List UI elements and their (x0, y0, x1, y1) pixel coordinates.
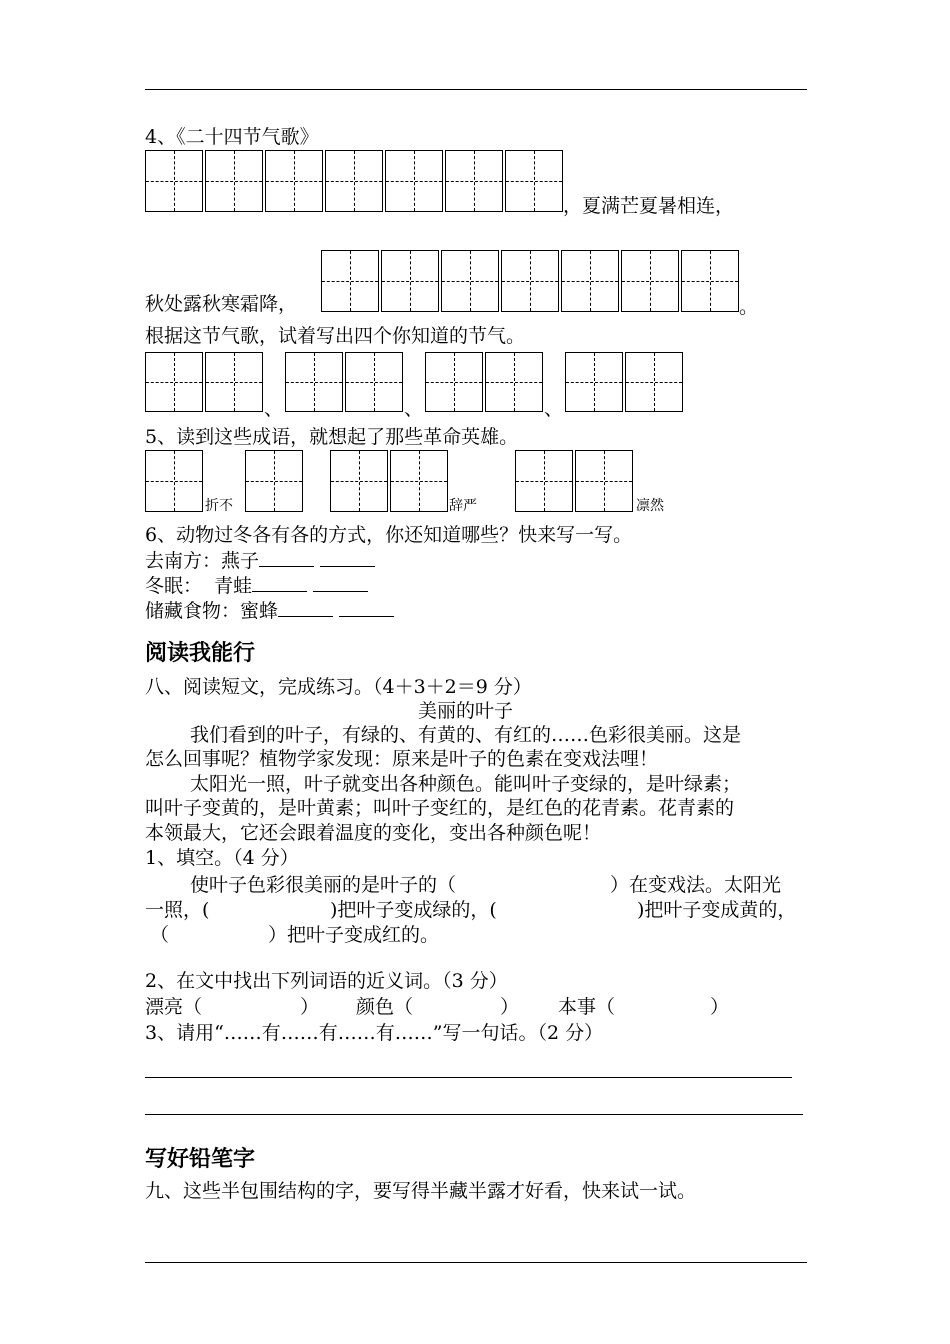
answer-line[interactable] (145, 1077, 792, 1078)
char-box[interactable] (285, 352, 343, 412)
writing-heading: 写好铅笔字 (145, 1147, 256, 1172)
synonym-item: ） (710, 996, 730, 1018)
char-box[interactable] (441, 250, 499, 312)
char-box[interactable] (485, 352, 543, 412)
char-box[interactable] (681, 250, 739, 312)
char-box[interactable] (621, 250, 679, 312)
char-box[interactable] (265, 150, 323, 212)
idiom-1-chars: 折不 (205, 498, 233, 514)
answer-blank[interactable] (259, 550, 314, 567)
char-box[interactable] (445, 150, 503, 212)
char-box[interactable] (345, 352, 403, 412)
answer-blank[interactable] (278, 600, 333, 617)
char-box[interactable] (515, 450, 573, 512)
separator: 、 (264, 398, 284, 420)
q9-title: 九、这些半包围结构的字，要写得半藏半露才好看，快来试一试。 (145, 1180, 697, 1202)
q6-row-label: 储藏食物：蜜蜂 (145, 600, 279, 622)
q6-row (145, 550, 381, 572)
char-box[interactable] (330, 450, 388, 512)
answer-blank[interactable] (313, 575, 368, 592)
bottom-rule (145, 1262, 807, 1263)
passage-line: 太阳光一照，叶子就变出各种颜色。能叫叶子变绿的，是叶绿素； (190, 773, 742, 795)
q6-row-label: 去南方：燕子 (145, 550, 260, 572)
char-box[interactable] (625, 352, 683, 412)
passage-line: 本领最大，它还会跟着温度的变化，变出各种颜色呢！ (145, 822, 602, 844)
q8-title: 八、阅读短文，完成练习。（4＋3＋2＝9 分） (145, 676, 532, 698)
q4-prompt: 根据这节气歌，试着写出四个你知道的节气。 (145, 325, 526, 347)
char-box[interactable] (575, 450, 633, 512)
idiom-2-chars: 辞严 (449, 498, 477, 514)
fill-text: )把叶子变成绿的，( (330, 899, 497, 921)
synonym-item: 漂亮（ (145, 996, 203, 1018)
char-box[interactable] (205, 352, 263, 412)
synonym-item: 本事（ (558, 996, 616, 1018)
sub-question-2: 2、在文中找出下列词语的近义词。（3 分） (145, 970, 508, 992)
char-box[interactable] (145, 450, 203, 512)
q4-line2-tail: 。 (739, 296, 759, 318)
answer-blank[interactable] (252, 575, 307, 592)
q4-title: 4、《二十四节气歌》 (145, 126, 319, 148)
idiom-3-chars: 凛然 (636, 498, 664, 514)
passage-line: 怎么回事呢？植物学家发现：原来是叶子的色素在变戏法哩！ (145, 748, 659, 770)
answer-blank[interactable] (320, 550, 375, 567)
synonym-item: ） (500, 996, 520, 1018)
fill-text: ）在变戏法。太阳光 (610, 874, 782, 896)
q6-row (145, 600, 400, 622)
fill-text: )把叶子变成黄的， (637, 899, 797, 921)
fill-text: 使叶子色彩很美丽的是叶子的（ (190, 874, 457, 896)
q6-row-label: 冬眠： 青蛙 (145, 575, 253, 597)
separator: 、 (404, 398, 424, 420)
char-box[interactable] (390, 450, 448, 512)
char-box[interactable] (505, 150, 563, 212)
q4-line2-head: 秋处露秋寒霜降， (145, 293, 298, 315)
synonym-item: 颜色（ (356, 996, 414, 1018)
reading-heading: 阅读我能行 (145, 641, 256, 666)
passage-line: 叫叶子变黄的，是叶黄素；叫叶子变红的，是红色的花青素。花青素的 (145, 797, 735, 819)
char-box[interactable] (245, 450, 303, 512)
char-box[interactable] (425, 352, 483, 412)
char-box[interactable] (565, 352, 623, 412)
char-box[interactable] (385, 150, 443, 212)
answer-blank[interactable] (339, 600, 394, 617)
passage-title: 美丽的叶子 (418, 700, 514, 722)
sub-question-1: 1、填空。（4 分） (145, 847, 299, 869)
passage-line: 我们看到的叶子，有绿的、有黄的、有红的……色彩很美丽。这是 (190, 724, 742, 746)
answer-line[interactable] (145, 1114, 803, 1115)
char-box[interactable] (501, 250, 559, 312)
fill-text: （ (150, 924, 170, 946)
q6-title: 6、动物过冬各有各的方式，你还知道哪些？快来写一写。 (145, 524, 633, 546)
char-box[interactable] (145, 150, 203, 212)
q4-line1-tail: ，夏满芒夏暑相连， (563, 195, 735, 217)
sub-question-3: 3、请用“……有……有……有……”写一句话。（2 分） (145, 1022, 604, 1044)
fill-text: ）把叶子变成红的。 (268, 924, 440, 946)
q5-title: 5、读到这些成语，就想起了那些革命英雄。 (145, 426, 519, 448)
fill-text: 一照，( (145, 899, 210, 921)
separator: 、 (544, 398, 564, 420)
char-box[interactable] (381, 250, 439, 312)
top-rule (145, 89, 807, 90)
char-box[interactable] (325, 150, 383, 212)
char-box[interactable] (561, 250, 619, 312)
char-box[interactable] (321, 250, 379, 312)
q6-row (145, 575, 374, 597)
synonym-item: ） (300, 996, 320, 1018)
char-box[interactable] (205, 150, 263, 212)
char-box[interactable] (145, 352, 203, 412)
